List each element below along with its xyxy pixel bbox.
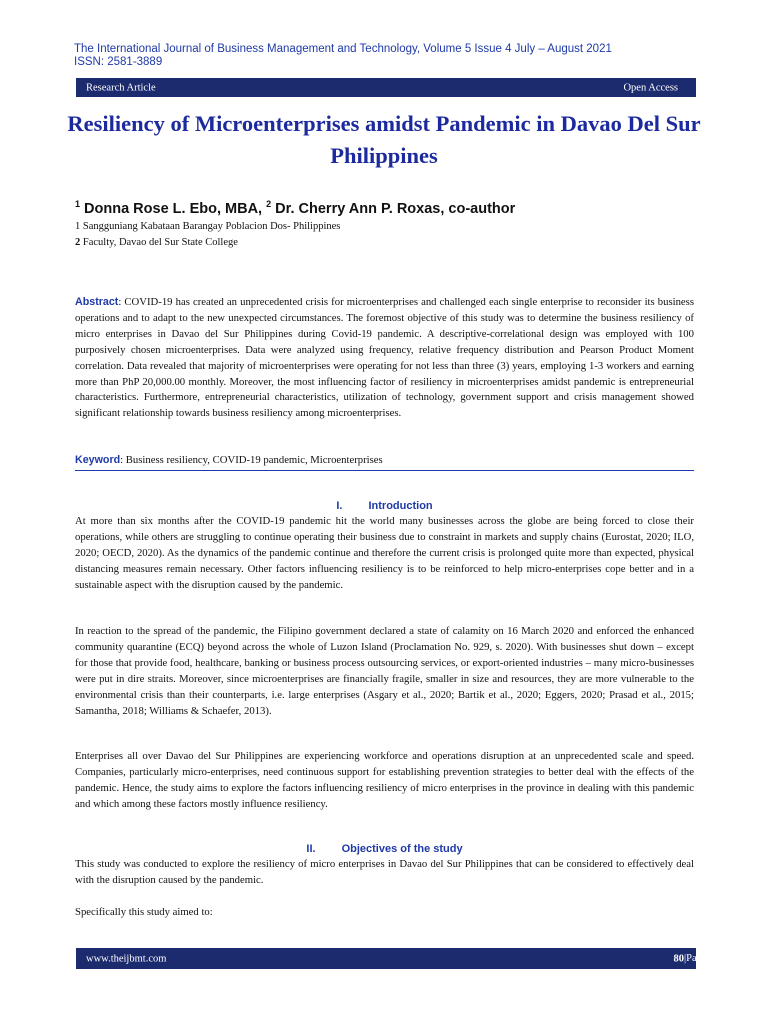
- objectives-paragraph-2: Specifically this study aimed to:: [75, 906, 213, 918]
- author2-name: Dr. Cherry Ann P. Roxas, co-author: [275, 200, 516, 217]
- section-heading-introduction: [75, 500, 694, 512]
- affiliation-2-num: 2: [75, 237, 81, 248]
- section-heading-objectives: [75, 843, 694, 855]
- keyword-text: : Business resiliency, COVID-19 pandemic, Microenterprises: [120, 454, 383, 466]
- intro-paragraph-3: Enterprises all over Davao del Sur Philippines are experiencing workforce and operations disruption at an unprecedented scale and speed. Companies, particularly micro-enterprises, need continuous support for establishing prevention strategies to better deal with the effects of the pandemic. Hence, the study aims to explore the factors influencing resiliency of micro enterprises in the province in dealing with this pandemic and which among these factors mostly influence resiliency.: [75, 750, 694, 810]
- page-num: 80: [673, 953, 684, 964]
- access-type: Open Access: [623, 82, 678, 93]
- divider: [75, 470, 694, 471]
- keywords: [75, 453, 694, 469]
- intro-paragraph-2: In reaction to the spread of the pandemic, the Filipino government declared a state of calamity on 16 March 2020 and enforced the enhanced community quarantine (ECQ) beyond across the whole of Luzon Island (Proclamation No. 929, s. 2020). With businesses shut down – except for those that provide food, healthcare, banking or business process outsourcing services, or export-oriented industries – many micro-businesses were put in dire straits. Moreover, since microenterprises are financially fragile, smaller in size and resources, they are more vulnerable to the environmental crisis than their counterparts, i.e. large enterprises (Asgary et al., 2020; Bartik et al., 2020; Eggers, 2020; Prasad et al., 2015; Samantha, 2018; Williams & Schaefer, 2013).: [75, 625, 694, 717]
- footer-bar: [76, 948, 707, 969]
- journal-issn: ISSN: 2581-3889: [74, 56, 163, 68]
- abstract: [75, 295, 694, 422]
- intro-paragraph-1: At more than six months after the COVID-19 pandemic hit the world many businesses across the globe are being forced to close their operations, while others are struggling to continue operating their business due to constraint in markets and supply chains (Eurostat, 2020; ILO, 2020; OECD, 2020). As the dynamics of the pandemic continue and therefore the current crisis is prolonged quite more than expected, physical distancing measures remain necessary. Other factors influencing resiliency is to be reinforced to help micro-enterprises cope better and in a sustainable aspect with the disruption caused by the pandemic.: [75, 515, 694, 591]
- section-2-num: II.: [306, 843, 316, 855]
- abstract-text: : COVID-19 has created an unprecedented crisis for microenterprises and challenged each single enterprise to reconsider its business operations and to adapt to the new unexpected circumstances. The foremost objective of this study was to determine the business resiliency of micro enterprises in Davao del Sur Philippines during Covid-19 pandemic. A descriptive-correlational design was employed with 100 purposively chosen microenterprises. Data were analyzed using frequency, relative frequency distribution and Pearson Product Moment correlation. Data revealed that majority of microenterprises were operating for not less than three (3) years, employing 1-3 workers and earning more than PhP 20,000.00 monthly. Moreover, the most influencing factor of resiliency in microenterprises amidst pandemic is entrepreneurial characteristics. Furthermore, entrepreneurial characteristics, utilization of technology, government support and crisis management showed significant relationship towards business resiliency among microenterprises.: [75, 296, 694, 420]
- article-type-bar: [76, 78, 696, 97]
- author1-sup: 1: [75, 199, 81, 209]
- affiliation-2: [75, 237, 238, 248]
- journal-title: The International Journal of Business Management and Technology, Volume 5 Issue 4 July – August 2021: [74, 43, 612, 55]
- journal-header: [74, 43, 612, 69]
- author-line: [75, 199, 515, 217]
- abstract-label: Abstract: [75, 296, 119, 308]
- section-1-title: Introduction: [368, 500, 433, 512]
- section-1-num: I.: [336, 500, 343, 512]
- affiliation-2-text: Faculty, Davao del Sur State College: [82, 237, 238, 248]
- paper-title: Resiliency of Microenterprises amidst Pandemic in Davao Del Sur Philippines: [67, 111, 701, 168]
- page-label: |Page: [684, 953, 707, 964]
- author2-sup: 2: [266, 199, 272, 209]
- objectives-paragraph-1: This study was conducted to explore the resiliency of micro enterprises in Davao del Sur Philippines that can be considered to effectively deal with the disruption caused by the pandemic.: [75, 858, 694, 886]
- author1-name: Donna Rose L. Ebo, MBA,: [84, 200, 263, 217]
- page-number: [673, 953, 707, 964]
- footer-url[interactable]: www.theijbmt.com: [86, 953, 167, 964]
- affiliation-1: 1 Sangguniang Kabataan Barangay Poblacion Dos- Philippines: [75, 221, 341, 232]
- keyword-label: Keyword: [75, 454, 121, 466]
- section-2-title: Objectives of the study: [341, 843, 463, 855]
- article-type: Research Article: [86, 82, 156, 93]
